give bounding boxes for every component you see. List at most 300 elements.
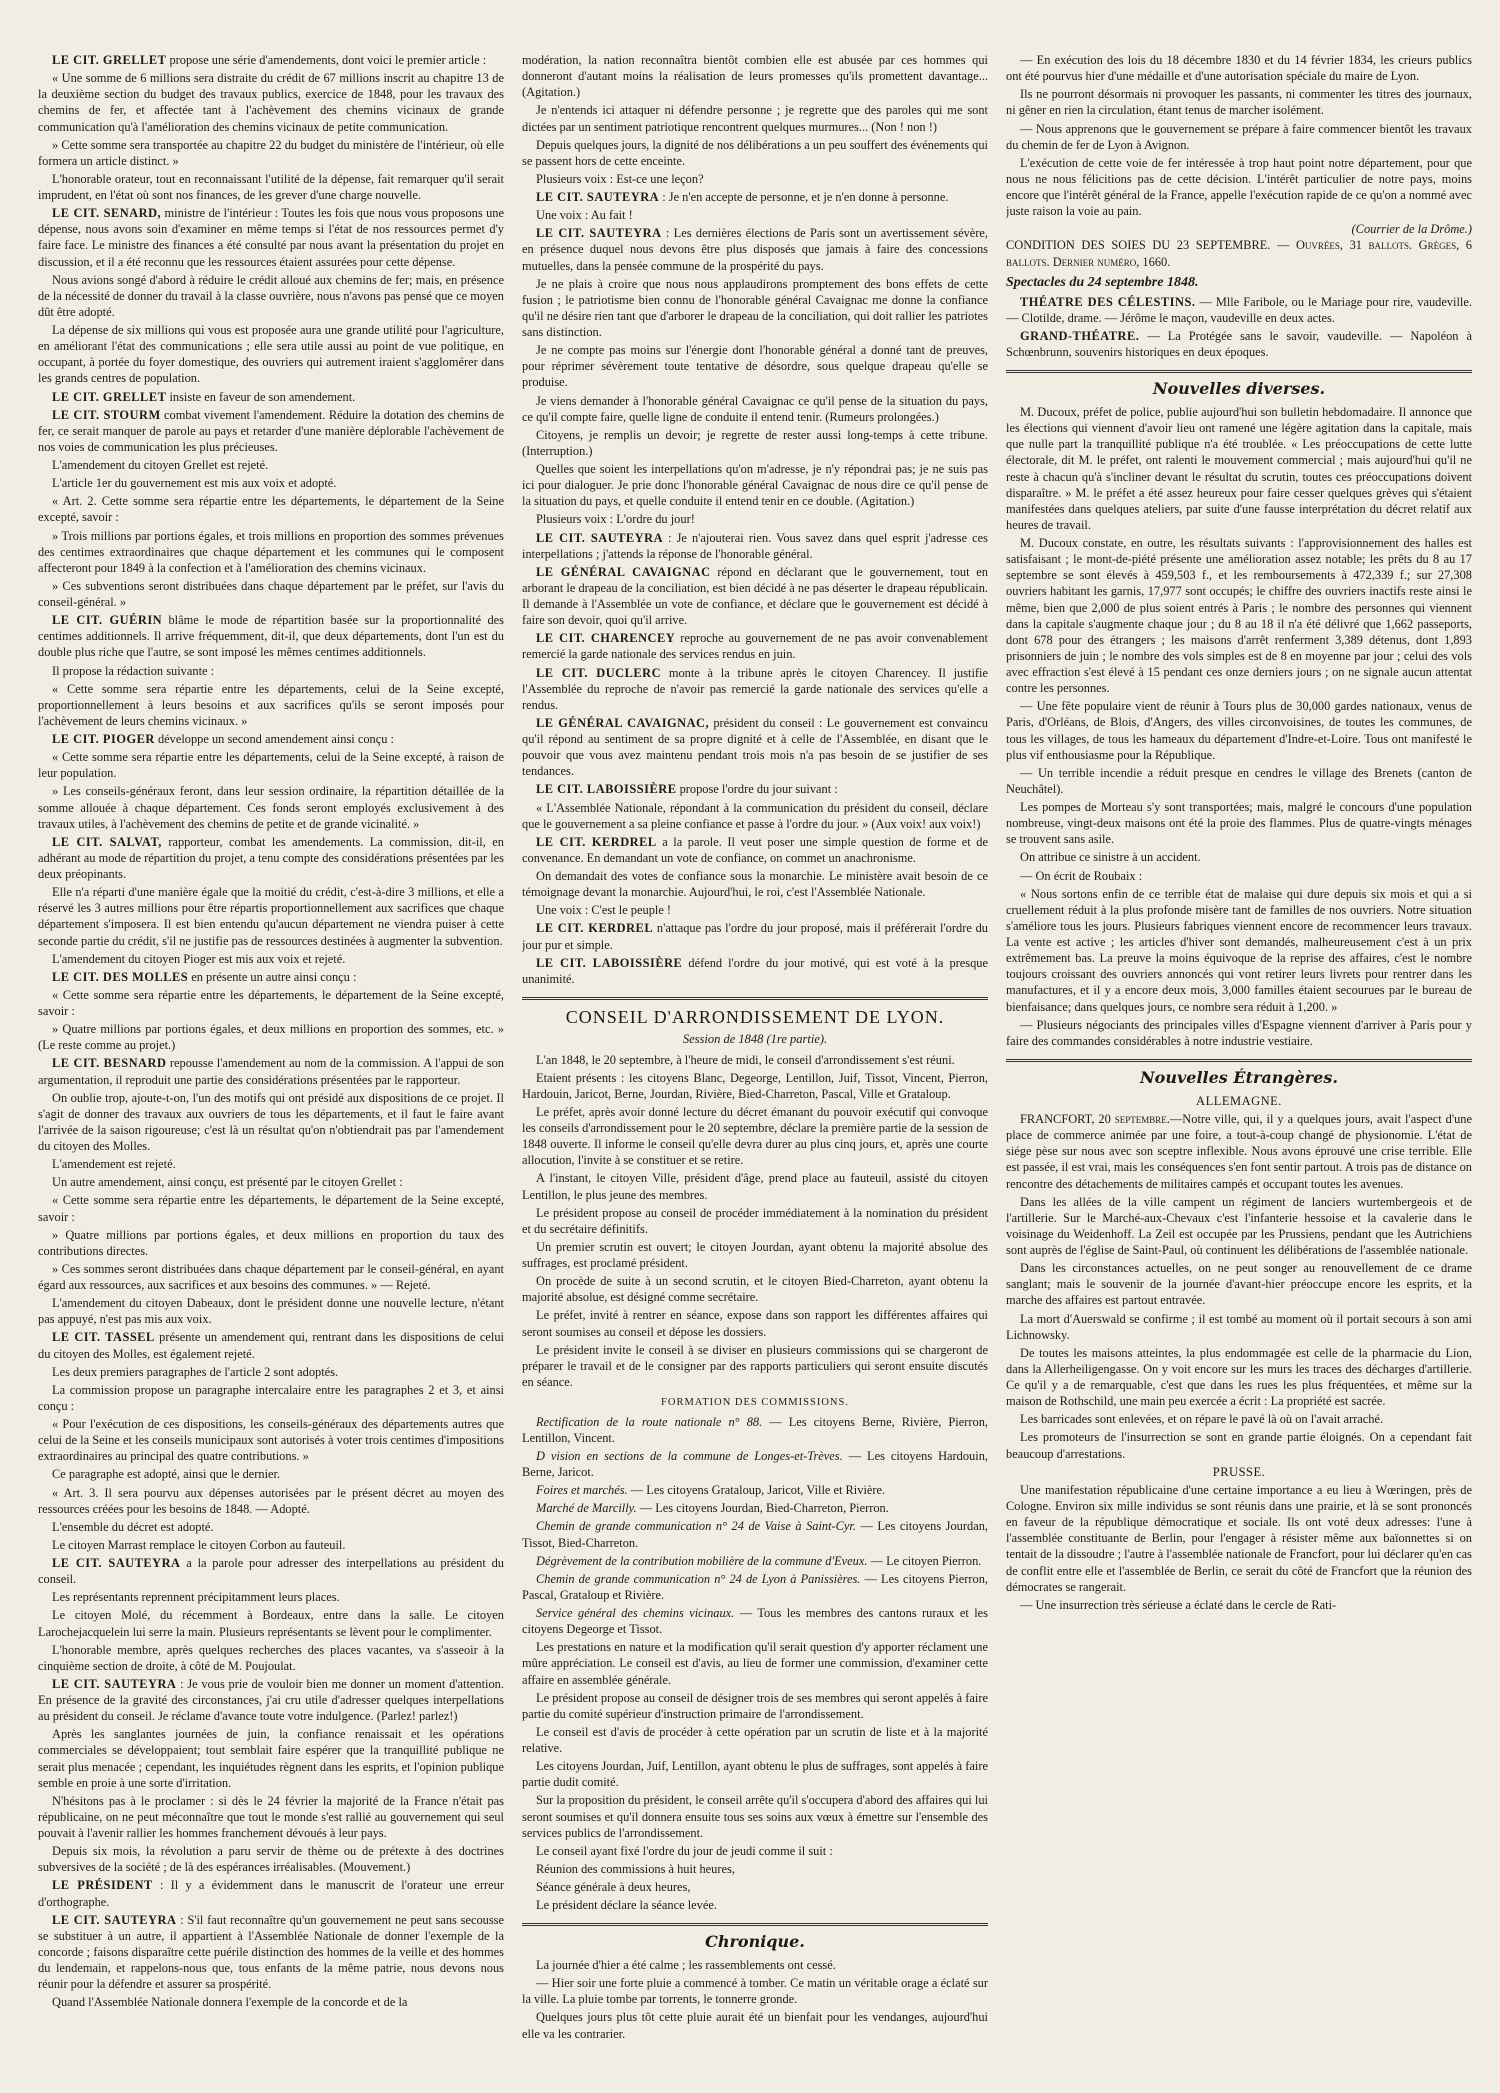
section-title-chronique: Chronique. — [705, 1932, 805, 1952]
commission-title: Service général des chemins vicinaux. — [536, 1606, 735, 1621]
paragraph-text: — Plusieurs négociants des principales villes d'Espagne viennent d'arriver à Paris pour y faire des commandes considérables à notre industrie vestiaire. — [1006, 1017, 1472, 1048]
country-heading: ALLEMAGNE. — [1196, 1093, 1282, 1108]
commission-members: — Les citoyens Berne, Rivière, Pierron, Lentillon, Vincent. — [522, 1414, 988, 1445]
speaker-name: LE CIT. SALVAT, — [52, 834, 162, 849]
commission-item — [522, 1605, 988, 1637]
section-divider — [522, 1923, 988, 1926]
commission-title: Dégrèvement de la contribution mobilière de la commune d'Eveux. — [536, 1553, 868, 1568]
paragraph-text: — Hier soir une forte pluie a commencé à tomber. Ce matin un véritable orage a éclaté sur la ville. La pluie tombe par torrents, le tonnerre gronde. — [522, 1976, 988, 2007]
paragraph — [38, 1537, 504, 1553]
paragraph-text: Le citoyen Molé, du récemment à Bordeaux, entre dans la salle. Le citoyen Larochejacquelein lui serre la main. Plusieurs représentants se lèvent pour le complimenter. — [38, 1608, 504, 1639]
paragraph — [1006, 52, 1472, 84]
paragraph-text: Quelles que soient les interpellations qu'on m'adresse, je n'y répondrai pas; je ne suis pas ici pour dialoguer. Je prie donc l'honorable général Cavaignac de nous dire ce qu'il pense de la situation du pays, et quelle conduite il entend tenir en ce double. (Agitation.) — [522, 462, 988, 509]
paragraph — [38, 457, 504, 473]
paragraph — [522, 630, 988, 662]
paragraph — [38, 1607, 504, 1639]
paragraph-text: Elle n'a réparti d'une manière égale que la moitié du crédit, c'est-à-dire 3 millions, et elle a réservé les 3 autres millions pour être répartis proportionnellement aux sacrifices que chaque département s'imposera. Il est bien entendu qu'aucun département ne viendra puiser à cette seconde partie du crédit, s'il ne justifie pas de ressources destinées à augmenter la subvention. — [38, 885, 504, 948]
paragraph — [1006, 1429, 1472, 1461]
paragraph — [38, 1382, 504, 1414]
dateline: FRANCFORT, 20 septembre. — [1020, 1112, 1170, 1127]
paragraph-text: L'ensemble du décret est adopté. — [52, 1519, 214, 1534]
theatre-grand — [1006, 328, 1472, 360]
paragraph-text: Le président propose au conseil de désigner trois de ses membres qui seront appelés à faire partie du comité supérieur d'instruction primaire de l'arrondissement. — [522, 1690, 988, 1721]
paragraph-text: répond en déclarant que le gouvernement, tout en arborant le drapeau de la conciliation, est bien décidé à ne pas déserter le drapeau républicain. Il demande à l'Assemblée un vote de confiance, et déclare que le gouvernement est décidé à faire son devoir, quoi qu'il arrive. — [522, 564, 988, 628]
speaker-name: LE CIT. SAUTEYRA — [52, 1912, 177, 1927]
paragraph-text: en présente un autre ainsi conçu : — [191, 969, 357, 984]
paragraph-text: Les citoyens Jourdan, Juif, Lentillon, ayant obtenu le plus de suffrages, sont appelés à faire partie dudit comité. — [522, 1759, 988, 1790]
paragraph — [38, 70, 504, 135]
paragraph — [522, 427, 988, 459]
paragraph — [1006, 799, 1472, 847]
paragraph — [38, 834, 504, 882]
paragraph-text: Sur la proposition du président, le conseil arrête qu'il s'occupera d'abord des affaires qui lui seront soumises et qu'il donnera ensuite tous ses soins aux vœux à émettre sur l'ensemble des services publics de l'arrondissement. — [522, 1793, 988, 1840]
paragraph — [38, 1021, 504, 1053]
speaker-name: LE CIT. DES MOLLES — [52, 969, 189, 984]
paragraph-text: L'honorable membre, après quelques recherches des places vacantes, va s'asseoir à la cinquième section de droite, à côté de M. Poujoulat. — [38, 1642, 504, 1673]
paragraph — [522, 461, 988, 509]
paragraph — [38, 171, 504, 203]
paragraph — [522, 920, 988, 952]
speaker-name: LE CIT. SAUTEYRA — [536, 530, 664, 545]
paragraph — [38, 1261, 504, 1293]
paragraph — [522, 800, 988, 832]
paragraph — [522, 1639, 988, 1687]
theatre-name: THÉATRE DES CÉLESTINS. — [1020, 294, 1196, 309]
paragraph-text: L'amendement du citoyen Dabeaux, dont le président donne une nouvelle lecture, n'étant pas appuyé, n'est pas mis aux voix. — [38, 1296, 504, 1327]
commission-members: — Le citoyen Pierron. — [870, 1553, 982, 1568]
paragraph-text: Citoyens, je remplis un devoir; je regrette de rester aussi long-temps à cette tribune. (Interruption.) — [522, 427, 988, 458]
paragraph-text: — Une fête populaire vient de réunir à Tours plus de 30,000 gardes nationaux, venus de Paris, d'Orléans, de Blois, d'Angers, des villes circonvoisines, de toutes les communes, de tous les villages, de tous les hameaux du département d'Indre-et-Loire. Tous ont manifesté le plus vif enthousiasme pour la République. — [1006, 699, 1472, 762]
paragraph — [38, 528, 504, 576]
paragraph-text: Ce paragraphe est adopté, ainsi que le dernier. — [52, 1467, 281, 1482]
theatre-celestins — [1006, 294, 1472, 326]
paragraph-text: Les deux premiers paragraphes de l'article 2 sont adoptés. — [52, 1364, 339, 1379]
paragraph — [522, 137, 988, 169]
section-title-conseil: CONSEIL D'ARRONDISSEMENT DE LYON. — [565, 1006, 945, 1027]
speaker-name: LE CIT. SAUTEYRA — [52, 1556, 181, 1570]
paragraph — [38, 1416, 504, 1464]
paragraph-text: a la parole pour adresser des interpellations au président du conseil. — [38, 1556, 504, 1587]
column-1 — [38, 52, 504, 2062]
paragraph-text: Après les sanglantes journées de juin, la confiance renaissait et les opérations commerciales se développaient; tout semblait faire espérer que la tranquillité publique ne serait plus menacée ; cependant, les inquiétudes règnent dans les esprits, et l'opinion publique semble en proie à une sorte d'irritation. — [38, 1727, 504, 1790]
commission-members: — Les citoyens Pierron, Pascal, Grataloup et Rivière. — [522, 1571, 988, 1602]
paragraph — [522, 1897, 988, 1913]
session-label: Session de 1848 (1re partie). — [682, 1032, 828, 1047]
paragraph-text: « Une somme de 6 millions sera distraite du crédit de 67 millions inscrit au chapitre 13 de la deuxième section du budget des travaux publics, exercice de 1848, pour les travaux des chemins de fer, et affectée tant à l'achèvement des chemins vicinaux de grande communication qu'à l'amélioration des chemins vicinaux de petite communication. — [38, 71, 504, 134]
paragraph — [38, 783, 504, 831]
paragraph-text: Une voix : C'est le peuple ! — [536, 903, 672, 918]
paragraph — [522, 1170, 988, 1202]
paragraph-text: —Notre ville, qui, il y a quelques jours, avait l'aspect d'une place de commerce animée par une foire, a tout-à-coup changé de physionomie. L'état de siége pèse sur nous avec son sceptre inflexible. Nous avons éprouvé une crise terrible. Elle est passée, il est vrai, mais les conséquences s'en font sentir partout. A trois pas de distance on rencontre des détachements de militaires campés et occupant toutes les avenues. — [1006, 1112, 1472, 1191]
paragraph-text: Plusieurs voix : L'ordre du jour! — [536, 512, 695, 527]
paragraph-text: Nous avions songé d'abord à réduire le crédit alloué aux chemins de fer; mais, en présence de la nécessité de donner du travail à la classe ouvrière, nous n'avons pas pensé que ce moyen dût être adopté. — [38, 272, 504, 319]
paragraph — [522, 1758, 988, 1790]
commission-members: — Les citoyens Hardouin, Berne, Jaricot. — [522, 1448, 988, 1480]
paragraph — [522, 276, 988, 341]
commission-members: — Les citoyens Jourdan, Tissot, Bied-Charreton. — [522, 1519, 988, 1550]
paragraph — [38, 52, 504, 68]
paragraph — [522, 1792, 988, 1840]
paragraph — [1006, 1111, 1472, 1192]
paragraph — [522, 715, 988, 780]
paragraph-text: Les représentants reprennent précipitamment leurs places. — [52, 1590, 340, 1605]
paragraph — [1006, 1194, 1472, 1259]
commission-item — [522, 1448, 988, 1480]
paragraph — [1006, 698, 1472, 763]
paragraph — [38, 1519, 504, 1535]
paragraph — [1006, 86, 1472, 118]
paragraph-text: La mort d'Auerswald se confirme ; il est tombé au moment où il portait secours à son ami Lichnowsky. — [1006, 1311, 1472, 1342]
paragraph — [1006, 1260, 1472, 1308]
paragraph-text: — Nous apprenons que le gouvernement se prépare à faire commencer bientôt les travaux du chemin de fer de Lyon à Avignon. — [1006, 121, 1472, 152]
paragraph — [38, 1364, 504, 1380]
paragraph — [38, 389, 504, 405]
paragraph-text: Réunion des commissions à huit heures, — [536, 1861, 735, 1876]
paragraph-text: L'amendement est rejeté. — [52, 1157, 176, 1172]
commission-item — [522, 1518, 988, 1550]
speaker-name: LE CIT. SAUTEYRA — [52, 1676, 177, 1691]
paragraph-text: M. Ducoux constate, en outre, les résultats suivants : l'approvisionnement des halles est satisfaisant ; le mont-de-piété présente une amélioration assez notable; les prêts du 8 au 17 septembre se sont élevés à 459,503 f., et les remboursements à 472,339 f.; sur 27,308 ouvriers habitant les garnis, 17,977 sont occupés; le chiffre des ouvriers inactifs reste ainsi le même, bien que 2,000 de plus soient entrés à Paris ; le nombre des personnes qui viennent dans la capitale s'augmente chaque jour ; du 8 au 18 il n'a été délivré que 1,662 passeports, dont 678 pour des étrangers ; les maisons d'arrêt renferment 3,389 détenus, dont 1,893 prisonniers de juin ; le nombre des vols simples est de 8 en moyenne par jour ; celui des vols avec effraction s'est élevé à 15 pendant ces onze derniers jours ; on ne signale aucun attentat contre les personnes. — [1006, 536, 1472, 696]
speaker-name: LE GÉNÉRAL CAVAIGNAC — [536, 564, 711, 579]
paragraph-text: L'amendement du citoyen Grellet est rejeté. — [52, 458, 269, 472]
paragraph — [38, 1912, 504, 1993]
paragraph-text: » Quatre millions par portions égales, et deux millions en proportion des sommes, etc. » (Le reste comme au projet.) — [38, 1022, 504, 1053]
paragraph-text: « Pour l'exécution de ces dispositions, les conseils-généraux des départements autres que celui de la Seine et les conseils municipaux sont autorisés à voter trois centimes d'impositions extraordinaires au principal des quatre contributions. » — [38, 1417, 504, 1464]
commission-title: D vision en sections de la commune de Longes-et-Trèves. — [536, 1448, 843, 1463]
commission-title: Marché de Marcilly. — [536, 1501, 637, 1516]
paragraph — [38, 951, 504, 967]
paragraph-text: Séance générale à deux heures, — [536, 1880, 691, 1895]
paragraph-text: : S'il faut reconnaître qu'un gouvernement ne peut sans secousse se substituer à un autre, il appartient à l'Assemblée Nationale de donner l'exemple de la concorde ; faisons disparaître cette puérile distinction des hommes de la veille et des hommes du lendemain, et rappelons-nous que, tous enfants de la même patrie, nous devons nous réunir pour la défendre et assurer sa prospérité. — [38, 1912, 504, 1992]
theatre-program: — La Protégée sans le savoir, vaudeville. — Napoléon à Schœnbrunn, souvenirs historiques en deux époques. — [1006, 329, 1472, 360]
commission-members: — Les citoyens Jourdan, Bied-Charreton, Pierron. — [639, 1501, 889, 1516]
paragraph — [38, 1466, 504, 1482]
paragraph-text: L'amendement du citoyen Pioger est mis aux voix et rejeté. — [52, 951, 346, 966]
paragraph — [522, 834, 988, 866]
speaker-name: LE PRÉSIDENT — [52, 1878, 153, 1893]
paragraph — [522, 1342, 988, 1390]
paragraph — [38, 1485, 504, 1517]
paragraph — [38, 1994, 504, 2010]
section-divider — [1006, 1059, 1472, 1062]
paragraph-text: Les barricades sont enlevées, et on répare le pavé là où on l'avait arraché. — [1020, 1412, 1384, 1427]
paragraph-text: défend l'ordre du jour motivé, qui est voté à la presque unanimité. — [522, 955, 988, 986]
paragraph — [522, 1307, 988, 1339]
paragraph-text: Une voix : Au fait ! — [536, 208, 633, 223]
paragraph — [38, 205, 504, 270]
paragraph — [1006, 404, 1472, 533]
paragraph — [522, 1273, 988, 1305]
paragraph — [522, 225, 988, 273]
speaker-name: LE CIT. BESNARD — [52, 1056, 167, 1071]
theatre-program: — Mlle Faribole, ou le Mariage pour rire, vaudeville. — Clotilde, drame. — Jérôme le maçon, vaudeville en deux actes. — [1006, 294, 1472, 325]
paragraph-text: « Nous sortons enfin de ce terrible état de malaise qui dure depuis six mois et qui a si cruellement réduit à la plus profonde misère tant de familles de nos ouvriers. Notre situation s'améliore tous les jours. Plusieurs fabriques viennent encore de recommencer leurs travaux. La vente est active ; les articles d'hiver sont demandés, malheureusement c'est à un prix extrêmement bas. La preuve la moins équivoque de la reprise des affaires, c'est le nombre toujours croissant des ouvriers annoncés qui vont retirer leurs livrets pour rentrer dans les manufactures, et il y a encore deux mois, 3,000 familles étaient secourues par le bureau de bienfaisance; dans quelques jours, ce nombre sera réduit à 1,200. » — [1006, 886, 1472, 1014]
paragraph — [38, 1555, 504, 1587]
paragraph — [522, 868, 988, 900]
paragraph — [38, 663, 504, 679]
paragraph-text: » Quatre millions par portions égales, et deux millions en proportion du taux des contributions directes. — [38, 1227, 504, 1258]
paragraph — [38, 493, 504, 525]
paragraph-text: L'an 1848, le 20 septembre, à l'heure de midi, le conseil d'arrondissement s'est réuni. — [536, 1052, 955, 1067]
speaker-name: LE CIT. GRELLET — [52, 389, 167, 404]
paragraph — [38, 681, 504, 729]
paragraph-text: « Art. 3. Il sera pourvu aux dépenses autorisées par le présent décret au moyen des ressources créées pour les besoins de 1848. — Adopté. — [38, 1485, 504, 1516]
paragraph — [38, 1295, 504, 1327]
column-2 — [522, 52, 988, 2062]
paragraph-text: Il propose la rédaction suivante : — [52, 663, 215, 678]
paragraph-text: n'attaque pas l'ordre du jour proposé, mais il préférerait l'ordre du jour pur et simple. — [522, 921, 988, 952]
paragraph-text: monte à la tribune après le citoyen Charencey. Il justifie l'Assemblée du reproche de n'avoir pas remercié la garde nationale des services qu'elle a rendus. — [522, 665, 988, 712]
paragraph-text: propose une série d'amendements, dont voici le premier article : — [169, 53, 487, 67]
paragraph — [38, 322, 504, 387]
paragraph — [38, 1156, 504, 1172]
commission-title: Foires et marchés. — [536, 1483, 628, 1498]
country-heading: PRUSSE. — [1212, 1464, 1266, 1479]
speaker-name: LE GÉNÉRAL CAVAIGNAC, — [536, 715, 710, 730]
paragraph-text: « L'Assemblée Nationale, répondant à la communication du président du conseil, déclare que le gouvernement a sa pleine confiance et passe à l'ordre du jour. » (Aux voix! aux voix!) — [522, 800, 988, 831]
paragraph — [38, 1174, 504, 1190]
paragraph-text: insiste en faveur de son amendement. — [169, 389, 356, 404]
paragraph — [38, 749, 504, 781]
paragraph-text: : Les dernières élections de Paris sont un avertissement sévère, en présence duquel nous devons être plus disposés que jamais à faire des concessions mutuelles, dans la pensée commune de la prospérité du pays. — [522, 226, 988, 273]
paragraph-text: Depuis six mois, la révolution a paru servir de thème ou de prétexte à des doctrines subversives de la société ; de là des espérances irréalisables. (Mouvement.) — [38, 1844, 504, 1875]
paragraph-text: L'exécution de cette voie de fer intéressée à trop haut point notre département, pour que nous ne nous félicitions pas de cette décision. L'intérêt particulier de notre pays, moins encore que l'intérêt général de la France, appelle l'exécution rapide de ce qu'on a nommé avec juste raison la voie au pain. — [1006, 155, 1472, 219]
paragraph — [38, 1877, 504, 1909]
paragraph-text: blâme le mode de répartition basée sur la proportionnalité des centimes additionnels. Il arrive fréquemment, dit-il, que deux départements, dont l'un est du double plus riche que l'autre, se sont imposé les mêmes centimes additionnels. — [38, 613, 504, 660]
paragraph-text: M. Ducoux, préfet de police, publie aujourd'hui son bulletin hebdomadaire. Il annonce que les élections qui viennent d'avoir lieu ont ramené une légère agitation dans la capitale, mais que nulle part la tranquillité publique n'a été troublée. « Les préoccupations de cette lutte électorale, dit M. le préfet, ont ralenti le mouvement commercial ; mais aujourd'hui qu'il ne reste à chacun qu'à s'incliner devant le résultat du scrutin, toutes ces préoccupations doivent disparaître. » M. le préfet a été assez heureux pour faire cesser quelques grèves qui s'étaient manifestées dans quelques ateliers, par suite d'une fausse interprétation du décret relatif aux heures de travail. — [1006, 405, 1472, 532]
paragraph-text: — On écrit de Roubaix : — [1020, 868, 1143, 883]
paragraph-text: Quelques jours plus tôt cette pluie aurait été un bienfait pour les vendanges, aujourd'hui elle va les contrarier. — [522, 2010, 988, 2041]
commission-item — [522, 1482, 988, 1498]
paragraph-text: Ils ne pourront désormais ni provoquer les passants, ni commenter les titres des journaux, ni gêner en rien la circulation, étant tenus de marcher isolément. — [1006, 87, 1472, 118]
paragraph — [1006, 1345, 1472, 1410]
commission-members: — Les citoyens Grataloup, Jaricot, Ville et Rivière. — [630, 1483, 886, 1498]
paragraph — [38, 475, 504, 491]
speaker-name: LE CIT. SAUTEYRA — [536, 190, 660, 204]
paragraph-text: — Un terrible incendie a réduit presque en cendres le village des Brenets (canton de Neuchâtel). — [1006, 765, 1472, 796]
paragraph-text: Un autre amendement, ainsi conçu, est présenté par le citoyen Grellet : — [52, 1175, 403, 1190]
commission-title: Rectification de la route nationale n° 88. — [536, 1414, 763, 1429]
paragraph — [522, 1879, 988, 1895]
paragraph-text: propose l'ordre du jour suivant : — [679, 782, 838, 797]
paragraph — [522, 781, 988, 797]
paragraph-text: On attribue ce sinistre à un accident. — [1020, 850, 1201, 865]
commission-item — [522, 1553, 988, 1569]
speaker-name: LE CIT. SAUTEYRA — [536, 226, 662, 241]
paragraph — [522, 1843, 988, 1859]
paragraph-text: On oublie trop, ajoute-t-on, l'un des motifs qui ont présidé aux dispositions de ce projet. Il s'agit de donner des travaux aux ouvriers de tous les départements, et il faut le faire avant l'arrivée de la saison rigoureuse; c'est là un résultat qu'on n'obtiendrait pas par l'amendement du citoyen des Molles. — [38, 1090, 504, 1153]
paragraph-text: repousse l'amendement au nom de la commission. A l'appui de son argumentation, il reproduit une partie des considérations présentées par le rapporteur. — [38, 1056, 504, 1087]
speaker-name: LE CIT. PIOGER — [52, 732, 155, 746]
commission-item — [522, 1500, 988, 1516]
commission-item — [522, 1414, 988, 1446]
paragraph-text: Le conseil ayant fixé l'ordre du jour de jeudi comme il suit : — [536, 1843, 833, 1858]
paragraph-text: : Il y a évidemment dans le manuscrit de l'orateur une erreur d'orthographe. — [38, 1878, 504, 1909]
paragraph — [522, 1975, 988, 2007]
paragraph-text: président du conseil : Le gouvernement est convaincu qu'il répond au sentiment de sa propre dignité et à celle de l'Assemblée, en disant que le pouvoir que vous avez maintenu pendant trois mois n'a pas besoin de se justifier de ses tendances. — [522, 715, 988, 779]
paragraph — [38, 1843, 504, 1875]
paragraph — [38, 884, 504, 949]
paragraph-text: Quand l'Assemblée Nationale donnera l'exemple de la concorde et de la — [52, 1995, 408, 2010]
paragraph-text: L'honorable orateur, tout en reconnaissant l'utilité de la dépense, fait remarquer qu'il serait imprudent, en l'état où sont nos finances, de les grever d'une charge nouvelle. — [38, 171, 504, 202]
paragraph-text: Le conseil est d'avis de procéder à cette opération par un scrutin de liste et à la majorité relative. — [522, 1724, 988, 1756]
section-title-nouvelles-etrangeres: Nouvelles Étrangères. — [1140, 1067, 1338, 1087]
paragraph-text: « Cette somme sera répartie entre les départements, celui de la Seine excepté, à raison de leur population. — [38, 750, 504, 781]
paragraph-text: » Ces subventions seront distribuées dans chaque département par le préfet, sur l'avis du conseil-général. » — [38, 578, 504, 609]
paragraph — [522, 511, 988, 527]
paragraph-text: La journée d'hier a été calme ; les rassemblements ont cessé. — [536, 1958, 836, 1973]
paragraph — [522, 530, 988, 562]
paragraph — [522, 1070, 988, 1102]
source-credit: (Courrier de la Drôme.) — [1351, 222, 1472, 237]
paragraph-text: » Les conseils-généraux feront, dans leur session ordinaire, la répartition détaillée de la somme allouée à chaque département. Ces fonds seront employés exclusivement à des travaux utiles, à l'achèvement des chemins de petite et de grande vicinalité. » — [38, 784, 504, 831]
paragraph-text: Le président invite le conseil à se diviser en plusieurs commissions qui se chargeront de préparer le travail et de le consigner par des rapports particuliers qui seront ensuite discutés en séance. — [522, 1342, 988, 1389]
speaker-name: LE CIT. SENARD, — [52, 206, 162, 221]
paragraph — [38, 137, 504, 169]
paragraph-text: — En exécution des lois du 18 décembre 1830 et du 14 février 1834, les crieurs publics ont été pourvus hier d'une médaille et d'une autorisation spéciale du maire de Lyon. — [1006, 53, 1472, 84]
paragraph — [522, 1104, 988, 1169]
paragraph — [38, 1589, 504, 1605]
paragraph — [522, 189, 988, 205]
paragraph — [522, 207, 988, 223]
silk-conditions: CONDITION DES SOIES DU 23 SEPTEMBRE. — Ouvrées, 31 ballots. Grèges, 6 ballots. Dernier numéro, 1660. — [1006, 238, 1472, 269]
paragraph — [38, 1090, 504, 1155]
paragraph-text: De toutes les maisons atteintes, la plus endommagée est celle de la pharmacie du Lion, dans la Allerheiligengasse. On y voit encore sur les murs les traces des décharges d'artillerie. Ce qu'il y a de remarquable, c'est que dans les rues les plus fréquentées, et même sur la maison de Rothschild, une main peu exercée a écrit : La propriété est sacrée. — [1006, 1345, 1472, 1409]
paragraph — [38, 969, 504, 985]
commission-title: Chemin de grande communication n° 24 de Lyon à Panissières. — [536, 1571, 861, 1586]
paragraph — [38, 1192, 504, 1224]
paragraph — [38, 731, 504, 747]
paragraph — [522, 1861, 988, 1877]
paragraph-text: Les prestations en nature et la modification qu'il serait question d'y apporter réclament une mûre appréciation. Le conseil est d'avis, au lieu de former une commission, d'examiner cette affaire en assemblée générale. — [522, 1640, 988, 1687]
commission-members: — Tous les membres des cantons ruraux et les citoyens Degeorge et Tissot. — [522, 1606, 988, 1637]
paragraph — [1006, 849, 1472, 865]
paragraph — [38, 1329, 504, 1361]
paragraph — [522, 1239, 988, 1271]
paragraph-text: Je n'entends ici attaquer ni défendre personne ; je regrette que des paroles qui me sont dictées par un sentiment patriotique rencontrent quelques murmures... (Non ! non !) — [522, 103, 988, 134]
paragraph-text: Dans les circonstances actuelles, on ne peut songer au renouvellement de ce drame sanglant; mais le souvenir de la journée d'avant-hier préoccupe encore les esprits, et la marche des affaires est partout entravée. — [1006, 1261, 1472, 1308]
paragraph-text: La dépense de six millions qui vous est proposée aura une grande utilité pour l'agriculture, en améliorant l'état des communications ; elle sera utile aussi au point de vue politique, en occupant, à portée du foyer domestique, des ouvriers qui autrement iraient s'agglomérer dans les grands centres de population. — [38, 323, 504, 386]
paragraph-text: On procède de suite à un second scrutin, et le citoyen Bied-Charreton, ayant obtenu la majorité absolue, est désigné comme secrétaire. — [522, 1274, 988, 1305]
paragraph-text: modération, la nation reconnaîtra bientôt combien elle est abusée par ces hommes qui donneront d'autant moins la réalisation de leurs promesses qu'ils promettent davantage... (Agitation.) — [522, 53, 988, 100]
paragraph — [522, 393, 988, 425]
paragraph-text: Plusieurs voix : Est-ce une leçon? — [536, 171, 704, 186]
paragraph-text: Le président déclare la séance levée. — [536, 1898, 717, 1913]
paragraph-text: Le préfet, invité à rentrer en séance, expose dans son rapport les différentes affaires qui seront soumises au conseil et dépose les dossiers. — [522, 1308, 988, 1339]
paragraph — [38, 1642, 504, 1674]
paragraph-text: combat vivement l'amendement. Réduire la dotation des chemins de fer, ce serait manquer de parole au pays et retarder d'une manière déplorable l'achèvement de nos voies de communication les plus précieuses. — [38, 407, 504, 454]
paragraph — [1006, 886, 1472, 1015]
paragraph-text: » Trois millions par portions égales, et trois millions en proportion des sommes prévenues des centimes extraordinaires que chaque département et les communes qui le composent affecteront pour 1849 à la confection et à l'amélioration des chemins vicinaux. — [38, 528, 504, 575]
formation-heading: FORMATION DES COMMISSIONS. — [661, 1397, 849, 1409]
paragraph-text: a la parole. Il veut poser une simple question de forme et de convenance. En demandant un vote de confiance, on commet un anachronisme. — [522, 834, 988, 865]
paragraph — [522, 1690, 988, 1722]
paragraph — [522, 52, 988, 100]
paragraph — [522, 665, 988, 713]
column-3 — [1006, 52, 1472, 2062]
speaker-name: LE CIT. CHARENCEY — [536, 631, 676, 646]
paragraph — [522, 2009, 988, 2041]
paragraph-text: Une manifestation républicaine d'une certaine importance a eu lieu à Wœringen, près de Cologne. Environ six mille individus se sont réunis dans une prairie, et là se sont prononcés en faveur de la république démocratique et sociale. Ils ont voté deux adresses: l'une à l'assemblée constituante de Berlin, pour l'engager à résister même aux baïonnettes si on tentait de la dissoudre ; l'autre à l'assemblée nationale de Francfort, pour lui déclarer qu'en cas de conflit entre elle et l'assemblée de Berlin, ce serait du côté de Francfort que la réunion des démocrates se rangerait. — [1006, 1482, 1472, 1594]
paragraph-text: « Cette somme sera répartie entre les départements, le département de la Seine excepté, savoir : — [38, 1193, 504, 1224]
paragraph-text: reproche au gouvernement de ne pas avoir convenablement remercié la garde nationale des services rendus en juin. — [522, 631, 988, 662]
speaker-name: LE CIT. GUÉRIN — [52, 613, 163, 628]
speaker-name: LE CIT. DUCLERC — [536, 665, 662, 680]
speaker-name: LE CIT. LABOISSIÈRE — [536, 955, 683, 970]
paragraph — [522, 564, 988, 629]
paragraph — [38, 987, 504, 1019]
paragraph-text: Le citoyen Marrast remplace le citoyen Corbon au fauteuil. — [52, 1537, 346, 1552]
paragraph — [1006, 121, 1472, 153]
paragraph — [38, 1055, 504, 1087]
commission-title: Chemin de grande communication n° 24 de Vaise à Saint-Cyr. — [536, 1519, 856, 1534]
paragraph-text: ministre de l'intérieur : Toutes les fois que nous vous proposons une dépense, nous avons soin d'examiner en même temps si l'état de nos ressources permet d'y faire face. Le ministre des finances a été consulté par nous avant la présentation du projet en discussion, et il a été reconnu que les ressources étaient assurées pour cette dépense. — [38, 206, 504, 269]
paragraph — [1006, 1017, 1472, 1049]
paragraph — [38, 578, 504, 610]
paragraph — [522, 1957, 988, 1973]
paragraph — [38, 1227, 504, 1259]
paragraph-text: L'article 1er du gouvernement est mis aux voix et adopté. — [52, 476, 337, 491]
paragraph-text: La commission propose un paragraphe intercalaire entre les paragraphes 2 et 3, et ainsi conçu : — [38, 1382, 504, 1413]
paragraph — [38, 272, 504, 320]
paragraph — [38, 1726, 504, 1791]
paragraph-text: Les pompes de Morteau s'y sont transportées; mais, malgré le concours d'une population nombreuse, vingt-deux maisons ont été la proie des flammes. Plus de quatre-vingts ménages se trouvent sans asile. — [1006, 800, 1472, 847]
paragraph-text: rapporteur, combat les amendements. La commission, dit-il, en adhérant au mode de répartition du projet, a tenu compte des considérations présentées par les deux préopinants. — [38, 834, 504, 881]
paragraph — [1006, 1597, 1472, 1613]
paragraph — [38, 1793, 504, 1841]
paragraph — [1006, 535, 1472, 696]
speaker-name: LE CIT. KERDREL — [536, 921, 654, 936]
paragraph-text: Etaient présents : les citoyens Blanc, Degeorge, Lentillon, Juif, Tissot, Vincent, Pierron, Hardouin, Jaricot, Berne, Jourdan, Rivière, Bied-Charreton, Pascal, Ville et Grataloup. — [522, 1070, 988, 1101]
paragraph — [38, 407, 504, 455]
paragraph — [522, 902, 988, 918]
section-title-nouvelles-diverses: Nouvelles diverses. — [1152, 379, 1326, 399]
paragraph — [1006, 1411, 1472, 1427]
paragraph — [1006, 765, 1472, 797]
paragraph-text: » Ces sommes seront distribuées dans chaque département par le conseil-général, en ayant égard aux ressources, aux sacrifices et aux besoins des communes. » — Rejeté. — [38, 1261, 504, 1292]
paragraph — [1006, 868, 1472, 884]
speaker-name: LE CIT. STOURM — [52, 407, 161, 422]
speaker-name: LE CIT. GRELLET — [52, 53, 167, 67]
paragraph — [1006, 155, 1472, 220]
paragraph-text: Je viens demander à l'honorable général Cavaignac ce qu'il pense de la situation du pays, ce qu'il compte faire, quelle ligne de conduite il entend tenir. (Rumeurs prolongées.) — [522, 393, 988, 424]
paragraph-text: présente un amendement qui, rentrant dans les dispositions de celui du citoyen des Molles, est également rejeté. — [38, 1330, 504, 1361]
paragraph — [1006, 1311, 1472, 1343]
paragraph-text: Je ne plais à croire que nous nous applaudirons promptement des bons effets de cette fusion ; le patriotisme bien connu de l'honorable général Cavaignac me donne la confiance qu'il ne désire rien tant que d'arborer le drapeau de la conciliation, qui doit rallier les patriotes sans distinction. — [522, 276, 988, 339]
paragraph — [1006, 1482, 1472, 1595]
paragraph-text: A l'instant, le citoyen Ville, président d'âge, prend place au fauteuil, assisté du citoyen Lentillon, le plus jeune des membres. — [522, 1171, 988, 1202]
paragraph-text: : Je n'ajouterai rien. Vous savez dans quel esprit j'adresse ces interpellations ; j'attends la réponse de l'honorable général. — [522, 530, 988, 561]
paragraph — [522, 1052, 988, 1068]
paragraph-text: : Je vous prie de vouloir bien me donner un moment d'attention. En présence de la gravité des circonstances, j'ai cru utile d'adresser quelques interpellations au président du conseil. Je réclame d'avance toute votre indulgence. (Parlez! parlez!) — [38, 1676, 504, 1724]
paragraph-text: N'hésitons pas à le proclamer : si dès le 24 février la majorité de la France n'était pas républicaine, on ne peut méconnaître que tout le monde s'est rallié au gouvernement qui seul pouvait à l'avenir rallier les hommes franchement dévoués à leur pays. — [38, 1793, 504, 1840]
paragraph — [522, 955, 988, 987]
section-divider — [1006, 370, 1472, 373]
paragraph-text: développe un second amendement ainsi conçu : — [157, 732, 394, 746]
commission-item — [522, 1571, 988, 1603]
paragraph — [522, 102, 988, 134]
paragraph — [522, 1205, 988, 1237]
speaker-name: LE CIT. TASSEL — [52, 1330, 155, 1345]
paragraph-text: Le préfet, après avoir donné lecture du décret émanant du pouvoir exécutif qui convoque les conseils d'arrondissement pour le 20 septembre, déclare la première partie de la session de 1848 ouverte. Il informe le conseil qu'elle devra durer au plus cinq jours, et, après une courte allocution, l'invite à se constituer et se retire. — [522, 1104, 988, 1168]
paragraph-text: Dans les allées de la ville campent un régiment de lanciers wurtembergeois et de l'artillerie. Sur le Marché-aux-Chevaux c'est l'infanterie hessoise et la cavalerie dans le voisinage du Weidenhoff. La Zeil est occupée par les Prussiens, pendant que les Autrichiens sont auprès de l'église de Saint-Paul, où continuent les délibérations de l'assemblée nationale. — [1006, 1194, 1472, 1258]
paragraph-text: « Art. 2. Cette somme sera répartie entre les départements, le département de la Seine excepté, savoir : — [38, 494, 504, 525]
paragraph — [38, 612, 504, 660]
paragraph-text: « Cette somme sera répartie entre les départements, le département de la Seine excepté, savoir : — [38, 987, 504, 1018]
paragraph-text: — Une insurrection très sérieuse a éclaté dans le cercle de Rati- — [1020, 1597, 1337, 1612]
paragraph-text: » Cette somme sera transportée au chapitre 22 du budget du ministère de l'intérieur, où elle formera un article distinct. » — [38, 137, 504, 168]
paragraph — [522, 1724, 988, 1756]
